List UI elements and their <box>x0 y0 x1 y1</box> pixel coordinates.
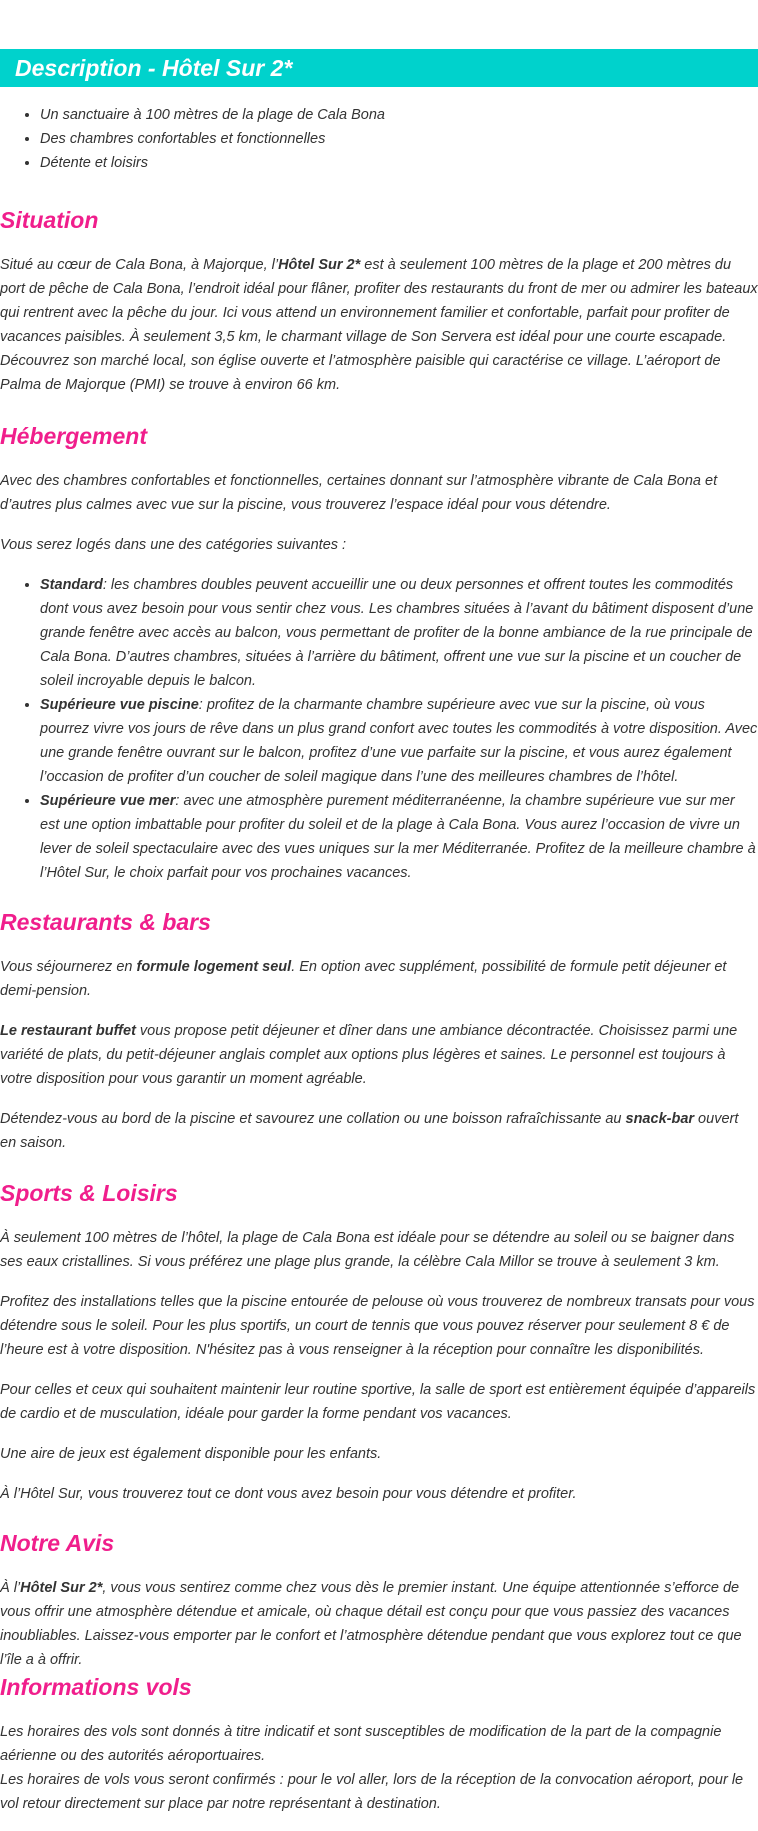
sports-heading: Sports & Loisirs <box>0 1180 178 1206</box>
description-header: Description - Hôtel Sur 2* <box>0 49 758 87</box>
restaurant-buffet-paragraph: Le restaurant buffet vous propose petit déjeuner et dîner dans une ambiance décontractée. Choisissez parmi une variété de plats, du petit-déjeuner anglais complet aux options plus légères et saines. Le personnel est toujours à votre disposition pour vous garantir un moment agréable. <box>0 1023 738 1087</box>
sports-section <box>0 1178 758 1506</box>
situation-heading: Situation <box>0 207 99 233</box>
sports-paragraph: À seulement 100 mètres de l’hôtel, la plage de Cala Bona est idéale pour se détendre au soleil ou se baigner dans ses eaux cristallines. Si vous préférez une plage plus grande, la célèbre Cala Millor se trouve à seulement 3 km. <box>0 1230 735 1270</box>
intro-bullet: • Des chambres confortables et fonctionnelles <box>40 127 385 151</box>
room-category-item: • Supérieure vue piscine: profitez de la charmante chambre supérieure avec vue sur la piscine, où vous pourrez vivre vos jours de rêve dans un plus grand confort avec toutes les commodités à votre disposition. Avec une grande fenêtre ouvrant sur le balcon, profitez d’une vue parfaite sur la piscine, et vous aurez également l’occasion de profiter d’un coucher de soleil magique dans l’une des meilleures chambres de l’hôtel. <box>40 693 758 789</box>
restaurants-heading: Restaurants & bars <box>0 909 211 935</box>
room-category-item: • Standard: les chambres doubles peuvent accueillir une ou deux personnes et offrent toutes les commodités dont vous avez besoin pour vous sentir chez vous. Les chambres situées à l’avant du bâtiment disposent d’une grande fenêtre avec accès au balcon, vous permettant de profiter de la bonne ambiance de la rue principale de Cala Bona. D’autres chambres, situées à l’arrière du bâtiment, offrent une vue sur la piscine et un coucher de soleil incroyable depuis le balcon. <box>40 573 758 693</box>
situation-paragraph: Situé au cœur de Cala Bona, à Majorque, l’Hôtel Sur 2* est à seulement 100 mètres de la plage et 200 mètres du port de pêche de Cala Bona, l’endroit idéal pour flâner, profiter des restaurants du front de mer ou admirer les bateaux qui rentrent avec la pêche du jour. Ici vous attend un environnement familier et confortable, parfait pour profiter de vacances paisibles. À seulement 3,5 km, le charmant village de Son Servera est idéal pour une courte escapade. Découvrez son marché local, son église ouverte et l’atmosphère paisible qui caractérise ce village. L’aéroport de Palma de Majorque (PMI) se trouve à environ 66 km. <box>0 257 758 393</box>
avis-heading: Notre Avis <box>0 1530 115 1556</box>
hebergement-heading: Hébergement <box>0 423 147 449</box>
sports-paragraph: Profitez des installations telles que la piscine entourée de pelouse où vous trouverez de nombreux transats pour vous détendre sous le soleil. Pour les plus sportifs, un court de tennis que vous pouvez réserver pour seulement 8 € de l’heure est à votre disposition. N'hésitez pas à vous renseigner à la réception pour connaître les disponibilités. <box>0 1294 755 1358</box>
hebergement-section <box>0 421 758 885</box>
intro-bullet: • Détente et loisirs <box>40 151 385 175</box>
situation-section <box>0 205 758 397</box>
avis-section <box>0 1528 758 1672</box>
sports-paragraph: Pour celles et ceux qui souhaitent maintenir leur routine sportive, la salle de sport est entièrement équipée d’appareils de cardio et de musculation, idéale pour garder la forme pendant vos vacances. <box>0 1382 756 1422</box>
hebergement-paragraph: Avec des chambres confortables et fonctionnelles, certaines donnant sur l’atmosphère vibrante de Cala Bona et d’autres plus calmes avec vue sur la piscine, vous trouverez l’espace idéal pour vous détendre. <box>0 473 718 513</box>
vols-section <box>0 1672 758 1816</box>
room-category-list <box>0 573 758 885</box>
snack-bar-paragraph: Détendez-vous au bord de la piscine et savourez une collation ou une boisson rafraîchissante au snack-bar ouvert en saison. <box>0 1111 739 1151</box>
room-category-item: • Supérieure vue mer: avec une atmosphère purement méditerranéenne, la chambre supérieure vue sur mer est une option imbattable pour profiter du soleil et de la plage à Cala Bona. Vous aurez l’occasion de vivre un lever de soleil spectaculaire avec des vues uniques sur la mer Méditerranée. Profitez de la meilleure chambre à l’Hôtel Sur, le choix parfait pour vos prochaines vacances. <box>40 789 758 885</box>
vols-paragraph: Les horaires des vols sont donnés à titre indicatif et sont susceptibles de modification de la part de la compagnie aérienne ou des autorités aéroportuaires. Les horaires de vols vous seront confirmés : pour le vol aller, lors de la réception de la convocation aéroport, pour le vol retour directement sur place par notre représentant à destination. <box>0 1724 744 1812</box>
intro-bullet-list <box>0 103 385 175</box>
sports-paragraph: À l’Hôtel Sur, vous trouverez tout ce dont vous avez besoin pour vous détendre et profiter. <box>0 1486 577 1502</box>
avis-paragraph: À l’Hôtel Sur 2*, vous vous sentirez comme chez vous dès le premier instant. Une équipe attentionnée s’efforce de vous offrir une atmosphère détendue et amicale, où chaque détail est conçu pour que vous passiez des vacances inoubliables. Laissez-vous emporter par le confort et l’atmosphère détendue pendant que vous explorez tout ce que l’île a à offrir. <box>0 1580 742 1668</box>
sports-paragraph: Une aire de jeux est également disponible pour les enfants. <box>0 1446 382 1462</box>
restaurants-paragraph: Vous séjournerez en formule logement seul. En option avec supplément, possibilité de formule petit déjeuner et demi-pension. <box>0 959 727 999</box>
restaurants-section <box>0 907 758 1155</box>
intro-bullet: • Un sanctuaire à 100 mètres de la plage de Cala Bona <box>40 103 385 127</box>
hebergement-intro: Vous serez logés dans une des catégories suivantes : <box>0 537 347 553</box>
vols-heading: Informations vols <box>0 1674 192 1700</box>
